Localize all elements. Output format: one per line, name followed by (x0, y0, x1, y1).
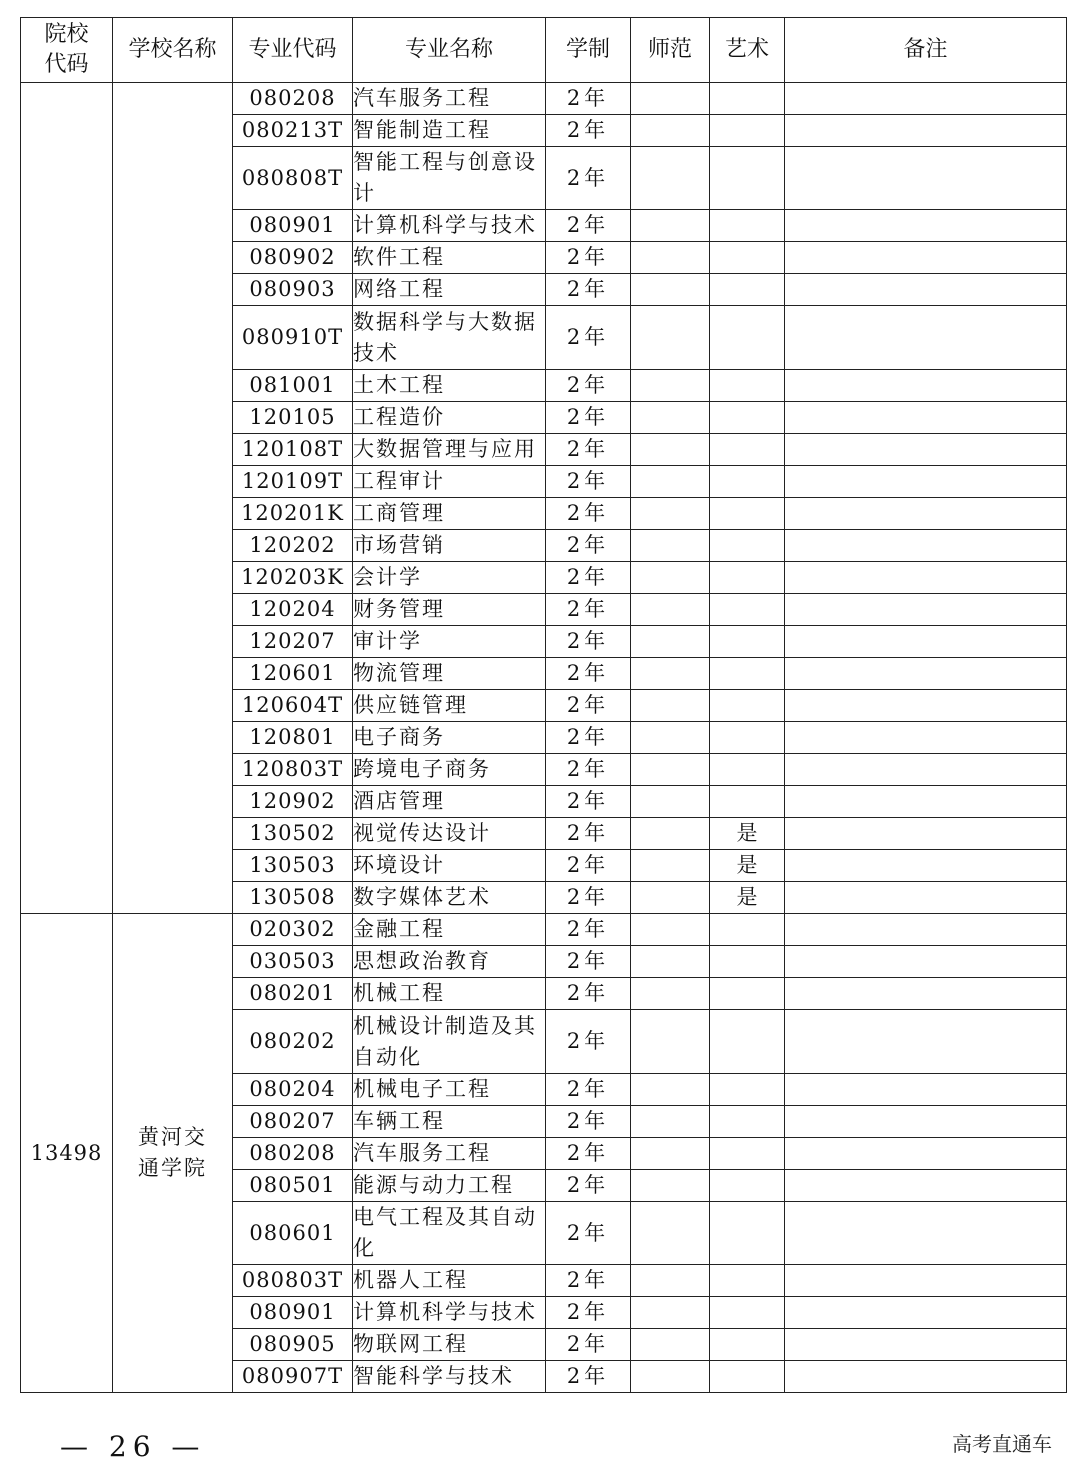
major-name-cell: 电子商务 (353, 722, 546, 754)
art-flag-cell (710, 1297, 785, 1329)
major-name-cell: 智能科学与技术 (353, 1361, 546, 1393)
duration-cell: 2年 (546, 530, 631, 562)
note-cell (785, 818, 1067, 850)
major-code-cell: 080907T (233, 1361, 353, 1393)
duration-cell: 2年 (546, 147, 631, 210)
normal-flag-cell (631, 83, 710, 115)
school-code-cell: 13498 (21, 914, 113, 1393)
normal-flag-cell (631, 242, 710, 274)
duration-cell: 2年 (546, 210, 631, 242)
note-cell (785, 1138, 1067, 1170)
art-flag-cell (710, 434, 785, 466)
major-code-cell: 120601 (233, 658, 353, 690)
major-code-cell: 130502 (233, 818, 353, 850)
major-name-cell: 机械工程 (353, 978, 546, 1010)
note-cell (785, 466, 1067, 498)
normal-flag-cell (631, 1202, 710, 1265)
major-name-cell: 视觉传达设计 (353, 818, 546, 850)
normal-flag-cell (631, 1265, 710, 1297)
duration-cell: 2年 (546, 1106, 631, 1138)
major-name-cell: 机械电子工程 (353, 1074, 546, 1106)
major-code-cell: 080910T (233, 306, 353, 370)
major-code-cell: 120604T (233, 690, 353, 722)
note-cell (785, 370, 1067, 402)
major-name-cell: 物流管理 (353, 658, 546, 690)
major-name-cell: 供应链管理 (353, 690, 546, 722)
major-code-cell: 120204 (233, 594, 353, 626)
normal-flag-cell (631, 978, 710, 1010)
page-number: — 26 — (60, 1430, 206, 1463)
note-cell (785, 115, 1067, 147)
major-code-cell: 080601 (233, 1202, 353, 1265)
note-cell (785, 1297, 1067, 1329)
note-cell (785, 83, 1067, 115)
major-name-cell: 大数据管理与应用 (353, 434, 546, 466)
header-school-code: 院校代码 (21, 18, 113, 83)
art-flag-cell (710, 658, 785, 690)
note-cell (785, 562, 1067, 594)
major-code-cell: 120207 (233, 626, 353, 658)
art-flag-cell (710, 530, 785, 562)
duration-cell: 2年 (546, 115, 631, 147)
art-flag-cell (710, 1329, 785, 1361)
major-name-cell: 智能制造工程 (353, 115, 546, 147)
art-flag-cell (710, 1265, 785, 1297)
note-cell (785, 274, 1067, 306)
normal-flag-cell (631, 1106, 710, 1138)
note-cell (785, 914, 1067, 946)
table-row (21, 83, 1067, 115)
duration-cell: 2年 (546, 818, 631, 850)
art-flag-cell (710, 498, 785, 530)
normal-flag-cell (631, 1138, 710, 1170)
duration-cell: 2年 (546, 562, 631, 594)
duration-cell: 2年 (546, 83, 631, 115)
art-flag-cell (710, 690, 785, 722)
note-cell (785, 434, 1067, 466)
normal-flag-cell (631, 818, 710, 850)
duration-cell: 2年 (546, 1297, 631, 1329)
major-name-cell: 机器人工程 (353, 1265, 546, 1297)
duration-cell: 2年 (546, 658, 631, 690)
note-cell (785, 530, 1067, 562)
header-major-name: 专业名称 (353, 18, 546, 83)
art-flag-cell (710, 754, 785, 786)
major-code-cell: 080901 (233, 1297, 353, 1329)
normal-flag-cell (631, 434, 710, 466)
note-cell (785, 1329, 1067, 1361)
art-flag-cell (710, 914, 785, 946)
note-cell (785, 786, 1067, 818)
normal-flag-cell (631, 1010, 710, 1074)
note-cell (785, 1361, 1067, 1393)
normal-flag-cell (631, 1074, 710, 1106)
normal-flag-cell (631, 722, 710, 754)
duration-cell: 2年 (546, 434, 631, 466)
major-name-cell: 机械设计制造及其自动化 (353, 1010, 546, 1074)
header-major-code: 专业代码 (233, 18, 353, 83)
duration-cell: 2年 (546, 626, 631, 658)
note-cell (785, 242, 1067, 274)
normal-flag-cell (631, 1361, 710, 1393)
art-flag-cell (710, 946, 785, 978)
duration-cell: 2年 (546, 1010, 631, 1074)
major-code-cell: 120109T (233, 466, 353, 498)
major-name-cell: 市场营销 (353, 530, 546, 562)
normal-flag-cell (631, 914, 710, 946)
note-cell (785, 1010, 1067, 1074)
major-code-cell: 080501 (233, 1170, 353, 1202)
normal-flag-cell (631, 882, 710, 914)
duration-cell: 2年 (546, 786, 631, 818)
note-cell (785, 690, 1067, 722)
major-code-cell: 120902 (233, 786, 353, 818)
normal-flag-cell (631, 1329, 710, 1361)
major-code-cell: 080202 (233, 1010, 353, 1074)
note-cell (785, 722, 1067, 754)
major-code-cell: 080204 (233, 1074, 353, 1106)
note-cell (785, 498, 1067, 530)
duration-cell: 2年 (546, 722, 631, 754)
major-name-cell: 数据科学与大数据技术 (353, 306, 546, 370)
table-body (21, 83, 1067, 1393)
duration-cell: 2年 (546, 914, 631, 946)
art-flag-cell (710, 626, 785, 658)
normal-flag-cell (631, 274, 710, 306)
school-code-cell (21, 83, 113, 914)
major-name-cell: 思想政治教育 (353, 946, 546, 978)
normal-flag-cell (631, 530, 710, 562)
normal-flag-cell (631, 370, 710, 402)
normal-flag-cell (631, 402, 710, 434)
note-cell (785, 1170, 1067, 1202)
duration-cell: 2年 (546, 882, 631, 914)
duration-cell: 2年 (546, 1074, 631, 1106)
major-code-cell: 120105 (233, 402, 353, 434)
normal-flag-cell (631, 786, 710, 818)
major-code-cell: 130508 (233, 882, 353, 914)
duration-cell: 2年 (546, 978, 631, 1010)
major-code-cell: 080207 (233, 1106, 353, 1138)
major-code-cell: 080903 (233, 274, 353, 306)
art-flag-cell: 是 (710, 850, 785, 882)
normal-flag-cell (631, 466, 710, 498)
table-header (21, 18, 1067, 83)
art-flag-cell (710, 1361, 785, 1393)
duration-cell: 2年 (546, 1329, 631, 1361)
duration-cell: 2年 (546, 1202, 631, 1265)
major-table (20, 17, 1067, 1393)
duration-cell: 2年 (546, 242, 631, 274)
note-cell (785, 658, 1067, 690)
art-flag-cell (710, 786, 785, 818)
duration-cell: 2年 (546, 754, 631, 786)
note-cell (785, 626, 1067, 658)
duration-cell: 2年 (546, 1265, 631, 1297)
note-cell (785, 594, 1067, 626)
duration-cell: 2年 (546, 1361, 631, 1393)
duration-cell: 2年 (546, 594, 631, 626)
major-code-cell: 081001 (233, 370, 353, 402)
header-duration: 学制 (546, 18, 631, 83)
normal-flag-cell (631, 658, 710, 690)
note-cell (785, 978, 1067, 1010)
header-art: 艺术 (710, 18, 785, 83)
art-flag-cell (710, 1106, 785, 1138)
normal-flag-cell (631, 594, 710, 626)
major-name-cell: 物联网工程 (353, 1329, 546, 1361)
header-school-name: 学校名称 (113, 18, 233, 83)
duration-cell: 2年 (546, 466, 631, 498)
major-code-cell: 120801 (233, 722, 353, 754)
note-cell (785, 1265, 1067, 1297)
duration-cell: 2年 (546, 402, 631, 434)
normal-flag-cell (631, 115, 710, 147)
major-name-cell: 环境设计 (353, 850, 546, 882)
major-name-cell: 车辆工程 (353, 1106, 546, 1138)
header-normal: 师范 (631, 18, 710, 83)
note-cell (785, 882, 1067, 914)
normal-flag-cell (631, 626, 710, 658)
duration-cell: 2年 (546, 370, 631, 402)
note-cell (785, 1202, 1067, 1265)
normal-flag-cell (631, 210, 710, 242)
note-cell (785, 147, 1067, 210)
normal-flag-cell (631, 306, 710, 370)
art-flag-cell (710, 562, 785, 594)
major-name-cell: 跨境电子商务 (353, 754, 546, 786)
major-name-cell: 软件工程 (353, 242, 546, 274)
normal-flag-cell (631, 147, 710, 210)
major-code-cell: 120203K (233, 562, 353, 594)
note-cell (785, 754, 1067, 786)
note-cell (785, 1106, 1067, 1138)
normal-flag-cell (631, 498, 710, 530)
school-name-cell (113, 83, 233, 914)
major-code-cell: 080905 (233, 1329, 353, 1361)
major-code-cell: 030503 (233, 946, 353, 978)
major-name-cell: 工程审计 (353, 466, 546, 498)
major-code-cell: 120108T (233, 434, 353, 466)
art-flag-cell (710, 1202, 785, 1265)
duration-cell: 2年 (546, 498, 631, 530)
duration-cell: 2年 (546, 690, 631, 722)
major-name-cell: 工程造价 (353, 402, 546, 434)
note-cell (785, 402, 1067, 434)
major-name-cell: 计算机科学与技术 (353, 210, 546, 242)
normal-flag-cell (631, 1170, 710, 1202)
art-flag-cell (710, 466, 785, 498)
major-code-cell: 080201 (233, 978, 353, 1010)
duration-cell: 2年 (546, 1170, 631, 1202)
art-flag-cell (710, 1138, 785, 1170)
normal-flag-cell (631, 690, 710, 722)
major-name-cell: 数字媒体艺术 (353, 882, 546, 914)
major-name-cell: 计算机科学与技术 (353, 1297, 546, 1329)
art-flag-cell (710, 1074, 785, 1106)
normal-flag-cell (631, 754, 710, 786)
art-flag-cell (710, 1170, 785, 1202)
art-flag-cell (710, 306, 785, 370)
note-cell (785, 850, 1067, 882)
art-flag-cell (710, 370, 785, 402)
art-flag-cell (710, 242, 785, 274)
major-name-cell: 工商管理 (353, 498, 546, 530)
art-flag-cell (710, 83, 785, 115)
major-code-cell: 020302 (233, 914, 353, 946)
duration-cell: 2年 (546, 306, 631, 370)
note-cell (785, 1074, 1067, 1106)
normal-flag-cell (631, 562, 710, 594)
art-flag-cell (710, 274, 785, 306)
normal-flag-cell (631, 1297, 710, 1329)
normal-flag-cell (631, 946, 710, 978)
art-flag-cell: 是 (710, 882, 785, 914)
art-flag-cell (710, 978, 785, 1010)
duration-cell: 2年 (546, 850, 631, 882)
art-flag-cell (710, 1010, 785, 1074)
watermark-text: 高考直通车 (952, 1432, 1052, 1456)
major-code-cell: 080213T (233, 115, 353, 147)
major-name-cell: 网络工程 (353, 274, 546, 306)
school-name-cell: 黄河交通学院 (113, 914, 233, 1393)
major-code-cell: 120201K (233, 498, 353, 530)
major-code-cell: 120202 (233, 530, 353, 562)
table-row (21, 914, 1067, 946)
art-flag-cell (710, 147, 785, 210)
major-name-cell: 能源与动力工程 (353, 1170, 546, 1202)
major-name-cell: 酒店管理 (353, 786, 546, 818)
major-name-cell: 汽车服务工程 (353, 1138, 546, 1170)
major-name-cell: 汽车服务工程 (353, 83, 546, 115)
major-name-cell: 财务管理 (353, 594, 546, 626)
header-note: 备注 (785, 18, 1067, 83)
major-code-cell: 120803T (233, 754, 353, 786)
major-code-cell: 080808T (233, 147, 353, 210)
major-code-cell: 080803T (233, 1265, 353, 1297)
art-flag-cell (710, 210, 785, 242)
note-cell (785, 210, 1067, 242)
art-flag-cell (710, 115, 785, 147)
duration-cell: 2年 (546, 274, 631, 306)
duration-cell: 2年 (546, 1138, 631, 1170)
art-flag-cell (710, 402, 785, 434)
duration-cell: 2年 (546, 946, 631, 978)
major-name-cell: 金融工程 (353, 914, 546, 946)
note-cell (785, 306, 1067, 370)
art-flag-cell (710, 722, 785, 754)
major-name-cell: 电气工程及其自动化 (353, 1202, 546, 1265)
major-code-cell: 080902 (233, 242, 353, 274)
normal-flag-cell (631, 850, 710, 882)
major-name-cell: 审计学 (353, 626, 546, 658)
major-name-cell: 土木工程 (353, 370, 546, 402)
art-flag-cell (710, 594, 785, 626)
major-code-cell: 130503 (233, 850, 353, 882)
major-code-cell: 080901 (233, 210, 353, 242)
art-flag-cell: 是 (710, 818, 785, 850)
major-code-cell: 080208 (233, 83, 353, 115)
note-cell (785, 946, 1067, 978)
major-name-cell: 智能工程与创意设计 (353, 147, 546, 210)
major-code-cell: 080208 (233, 1138, 353, 1170)
major-name-cell: 会计学 (353, 562, 546, 594)
